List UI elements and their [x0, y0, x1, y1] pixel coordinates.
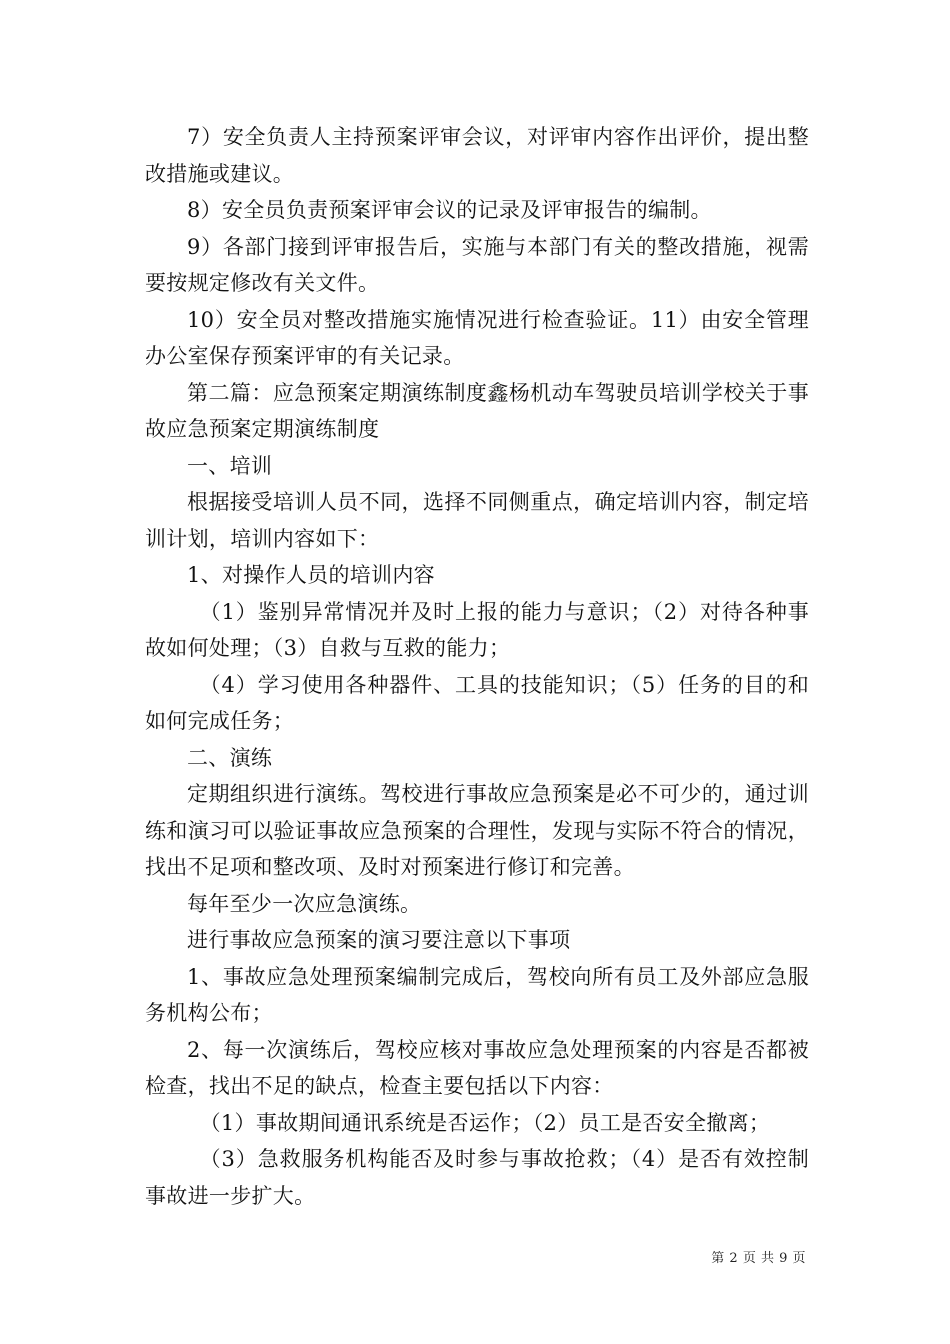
paragraph-review-item-9: 9）各部门接到评审报告后，实施与本部门有关的整改措施，视需要按规定修改有关文件。 — [145, 234, 809, 295]
paragraph-training-intro: 根据接受培训人员不同，选择不同侧重点，确定培训内容，制定培训计划，培训内容如下： — [145, 490, 809, 551]
paragraph-drill-notes-heading: 进行事故应急预案的演习要注意以下事项 — [187, 928, 571, 952]
paragraph-review-item-10-11: 10）安全员对整改措施实施情况进行检查验证。11）由安全管理办公室保存预案评审的有关记录。 — [145, 307, 809, 368]
document-body — [145, 119, 809, 1214]
paragraph-chapter-two-title: 第二篇：应急预案定期演练制度鑫杨机动车驾驶员培训学校关于事故应急预案定期演练制度 — [145, 380, 809, 441]
paragraph-drill-intro: 定期组织进行演练。驾校进行事故应急预案是必不可少的，通过训练和演习可以验证事故应急预案的合理性，发现与实际不符合的情况，找出不足项和整改项、及时对预案进行修订和完善。 — [145, 782, 809, 879]
paragraph-drill-note-2: 2、每一次演练后，驾校应核对事故应急处理预案的内容是否都被检查，找出不足的缺点，检查主要包括以下内容： — [145, 1037, 809, 1098]
section-heading-drill: 二、演练 — [187, 745, 273, 770]
subheading-operator-training: 1、对操作人员的培训内容 — [187, 563, 435, 587]
paragraph-review-item-7: 7）安全负责人主持预案评审会议，对评审内容作出评价，提出整改措施或建议。 — [145, 125, 809, 186]
paragraph-check-items-1-2: （1）事故期间通讯系统是否运作；（2）员工是否安全撤离； — [199, 1110, 771, 1135]
paragraph-drill-note-1: 1、事故应急处理预案编制完成后，驾校向所有员工及外部应急服务机构公布； — [145, 964, 809, 1025]
paragraph-training-items-1-3: （1）鉴别异常情况并及时上报的能力与意识；（2）对待各种事故如何处理；（3）自救与互救的能力； — [145, 599, 809, 660]
paragraph-check-items-3-4: （3）急救服务机构能否及时参与事故抢救；（4）是否有效控制事故进一步扩大。 — [145, 1147, 809, 1208]
paragraph-review-item-8: 8）安全员负责预案评审会议的记录及评审报告的编制。 — [187, 198, 712, 222]
section-heading-training: 一、培训 — [187, 453, 273, 478]
page-number-footer: 第 2 页 共 9 页 — [711, 1251, 806, 1266]
paragraph-drill-frequency: 每年至少一次应急演练。 — [187, 891, 422, 916]
paragraph-training-items-4-5: （4）学习使用各种器件、工具的技能知识；（5）任务的目的和如何完成任务； — [145, 672, 809, 733]
